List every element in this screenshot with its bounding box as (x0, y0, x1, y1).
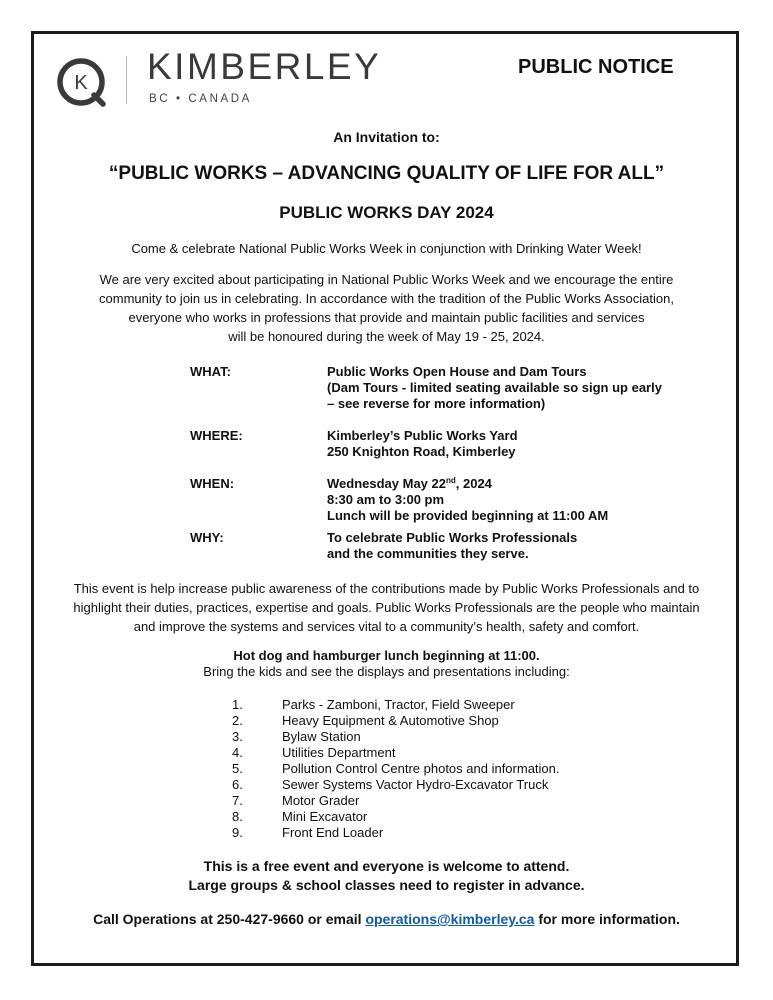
event-title: PUBLIC WORKS DAY 2024 (279, 203, 494, 222)
when-date (327, 476, 608, 492)
public-notice-title: PUBLIC NOTICE (518, 56, 674, 78)
why-label: WHY: (190, 530, 224, 545)
bring-line: Bring the kids and see the displays and presentations including: (203, 664, 570, 679)
list-item (232, 777, 560, 793)
awareness-paragraph (40, 579, 733, 636)
list-text: Utilities Department (282, 745, 396, 760)
list-text: Heavy Equipment & Automotive Shop (282, 713, 499, 728)
kimberley-logo-icon (56, 57, 106, 107)
list-item (232, 745, 560, 761)
contact-line (40, 911, 733, 927)
when-value (327, 476, 608, 530)
where-row (190, 428, 710, 476)
headline: “PUBLIC WORKS – ADVANCING QUALITY OF LIFE FOR ALL” (108, 163, 665, 184)
brand-name: KIMBERLEY (147, 46, 382, 87)
contact-prefix: Call Operations at 250-427-9660 or email (93, 911, 366, 927)
brand-tagline: BC • CANADA (149, 93, 252, 105)
list-text: Parks - Zamboni, Tractor, Field Sweeper (282, 697, 515, 712)
intro-line: will be honoured during the week of May 19 - 25, 2024. (228, 329, 545, 344)
where-line: 250 Knighton Road, Kimberley (327, 444, 516, 459)
intro-line: everyone who works in professions that provide and maintain public facilities and services (128, 310, 645, 325)
what-row (190, 364, 710, 428)
list-number: 2. (232, 713, 243, 728)
event-details (190, 364, 710, 562)
groups-line: Large groups & school classes need to register in advance. (188, 877, 585, 893)
list-item (232, 713, 560, 729)
list-number: 4. (232, 745, 243, 760)
when-row (190, 476, 710, 530)
why-row (190, 530, 710, 562)
what-line: Public Works Open House and Dam Tours (327, 364, 587, 379)
intro-line: We are very excited about participating in National Public Works Week and we encourage the entire (99, 272, 674, 287)
lunch-line: Hot dog and hamburger lunch beginning at 11:00. (233, 648, 540, 663)
where-line: Kimberley’s Public Works Yard (327, 428, 518, 443)
list-number: 1. (232, 697, 243, 712)
when-date-ordinal: nd (445, 476, 456, 485)
where-label: WHERE: (190, 428, 243, 443)
list-number: 8. (232, 809, 243, 824)
what-label: WHAT: (190, 364, 231, 379)
list-item (232, 825, 560, 841)
invitation-line: An Invitation to: (333, 129, 440, 145)
awareness-line: This event is help increase public awareness of the contributions made by Public Works Professionals and to (73, 581, 700, 596)
what-line: (Dam Tours - limited seating available so sign up early (327, 380, 662, 395)
intro-line: community to join us in celebrating. In accordance with the tradition of the Public Works Association, (99, 291, 674, 306)
list-number: 3. (232, 729, 243, 744)
list-text: Front End Loader (282, 825, 384, 840)
why-value (327, 530, 577, 562)
why-line: To celebrate Public Works Professionals (327, 530, 578, 545)
list-text: Mini Excavator (282, 809, 368, 824)
when-line: 8:30 am to 3:00 pm (327, 492, 445, 507)
why-line: and the communities they serve. (327, 546, 529, 561)
when-line: Lunch will be provided beginning at 11:00 AM (327, 508, 609, 523)
email-link[interactable]: operations@kimberley.ca (365, 911, 535, 927)
what-line: – see reverse for more information) (327, 396, 546, 411)
awareness-line: highlight their duties, practices, expertise and goals. Public Works Professionals are the people who maintain (73, 600, 700, 615)
logo-divider (126, 56, 127, 104)
list-number: 7. (232, 793, 243, 808)
where-value (327, 428, 518, 476)
list-item (232, 761, 560, 777)
free-line: This is a free event and everyone is welcome to attend. (203, 858, 570, 874)
list-number: 6. (232, 777, 243, 792)
list-text: Bylaw Station (282, 729, 361, 744)
when-date-year: , 2024 (455, 476, 492, 491)
what-value (327, 364, 662, 428)
free-event-notice (40, 857, 733, 895)
contact-suffix: for more information. (534, 911, 680, 927)
list-text: Pollution Control Centre photos and information. (282, 761, 560, 776)
displays-list (232, 697, 560, 841)
list-item (232, 793, 560, 809)
list-number: 9. (232, 825, 243, 840)
list-item (232, 697, 560, 713)
when-label: WHEN: (190, 476, 235, 491)
awareness-line: and improve the systems and services vital to a community’s health, safety and comfort. (133, 619, 640, 634)
list-text: Sewer Systems Vactor Hydro-Excavator Truck (282, 777, 549, 792)
svg-text:K: K (74, 72, 88, 94)
list-item (232, 729, 560, 745)
celebrate-line: Come & celebrate National Public Works Week in conjunction with Drinking Water Week! (131, 241, 642, 256)
when-date-main: Wednesday May 22 (327, 476, 446, 491)
list-item (232, 809, 560, 825)
list-number: 5. (232, 761, 243, 776)
intro-paragraph (40, 270, 733, 346)
list-text: Motor Grader (282, 793, 360, 808)
